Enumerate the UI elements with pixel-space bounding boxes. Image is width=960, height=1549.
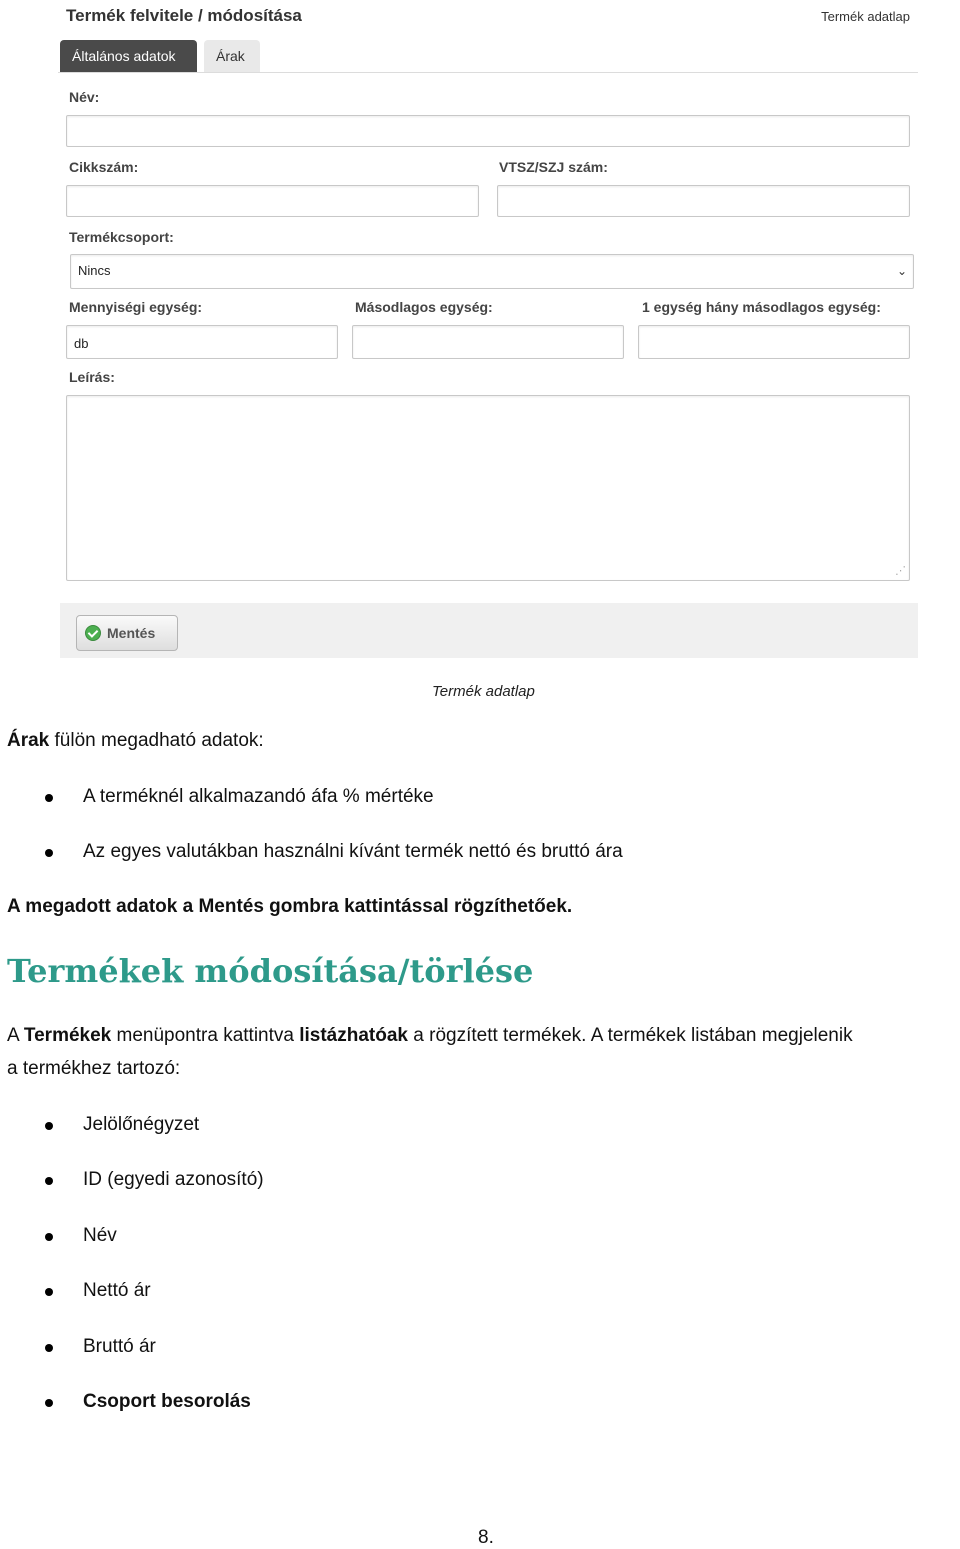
list-item: Név bbox=[83, 1225, 117, 1246]
save-button-label: Mentés bbox=[107, 625, 156, 641]
chevron-down-icon: ⌄ bbox=[896, 264, 907, 278]
para-bold-listazhatoak: listázhatóak bbox=[299, 1025, 408, 1046]
para-text: a rögzített termékek. A termékek listában megjelenik bbox=[408, 1025, 853, 1046]
save-note: A megadott adatok a Mentés gombra kattintással rögzíthetőek. bbox=[7, 896, 573, 917]
bullet-icon bbox=[45, 1233, 53, 1241]
prices-intro bbox=[7, 730, 264, 752]
description-textarea[interactable] bbox=[66, 395, 910, 581]
page-number: 8. bbox=[478, 1527, 494, 1548]
list-item: Nettó ár bbox=[83, 1280, 151, 1301]
bullet-icon bbox=[45, 1122, 53, 1130]
secondary-unit-label: Másodlagos egység: bbox=[355, 299, 493, 315]
section-heading: Termékek módosítása/törlése bbox=[7, 952, 534, 990]
tab-general[interactable]: Általános adatok bbox=[60, 40, 197, 72]
tab-bar bbox=[58, 40, 918, 73]
bullet-icon bbox=[45, 1177, 53, 1185]
bullet-icon bbox=[45, 849, 53, 857]
list-item: A terméknél alkalmazandó áfa % mértéke bbox=[83, 786, 434, 807]
description-label: Leírás: bbox=[69, 369, 115, 385]
para-text: menüpontra kattintva bbox=[111, 1025, 300, 1046]
tab-prices[interactable]: Árak bbox=[204, 40, 260, 72]
sku-field[interactable] bbox=[66, 185, 479, 217]
form-header-link[interactable]: Termék adatlap bbox=[821, 9, 910, 24]
figure-caption: Termék adatlap bbox=[432, 683, 535, 700]
check-circle-icon bbox=[85, 625, 101, 641]
section-paragraph-line2: a termékhez tartozó: bbox=[7, 1058, 181, 1079]
group-select-value: Nincs bbox=[78, 263, 111, 278]
list-item: Jelölőnégyzet bbox=[83, 1114, 200, 1135]
unit-label: Mennyiségi egység: bbox=[69, 299, 203, 315]
list-item: Az egyes valutákban használni kívánt termék nettó és bruttó ára bbox=[83, 841, 623, 862]
unit-field-value: db bbox=[74, 336, 89, 351]
vtsz-field[interactable] bbox=[497, 185, 910, 217]
bullet-icon bbox=[45, 794, 53, 802]
para-bold-termekek: Termékek bbox=[23, 1025, 112, 1046]
ratio-field[interactable] bbox=[638, 325, 910, 359]
unit-field[interactable] bbox=[66, 325, 338, 359]
list-item: Bruttó ár bbox=[83, 1336, 156, 1357]
product-form-screenshot bbox=[58, 0, 918, 658]
secondary-unit-field[interactable] bbox=[352, 325, 624, 359]
form-footer bbox=[60, 603, 918, 658]
bullet-icon bbox=[45, 1288, 53, 1296]
prices-intro-text: fülön megadható adatok: bbox=[49, 730, 264, 751]
bullet-icon bbox=[45, 1399, 53, 1407]
bullet-icon bbox=[45, 1344, 53, 1352]
sku-label: Cikkszám: bbox=[69, 159, 139, 175]
prices-intro-bold: Árak bbox=[7, 730, 50, 751]
name-field[interactable] bbox=[66, 115, 910, 147]
resize-grip-icon[interactable]: ⋰ bbox=[895, 565, 905, 577]
vtsz-label: VTSZ/SZJ szám: bbox=[499, 159, 608, 175]
para-text: A bbox=[7, 1025, 24, 1046]
form-title: Termék felvitele / módosítása bbox=[66, 6, 302, 25]
ratio-label: 1 egység hány másodlagos egység: bbox=[642, 299, 881, 315]
section-paragraph bbox=[7, 1025, 853, 1047]
list-item: Csoport besorolás bbox=[83, 1391, 251, 1412]
save-button[interactable] bbox=[76, 615, 178, 651]
group-label: Termékcsoport: bbox=[69, 229, 174, 245]
list-item: ID (egyedi azonosító) bbox=[83, 1169, 264, 1190]
name-label: Név: bbox=[69, 89, 100, 105]
group-select[interactable] bbox=[70, 254, 914, 289]
